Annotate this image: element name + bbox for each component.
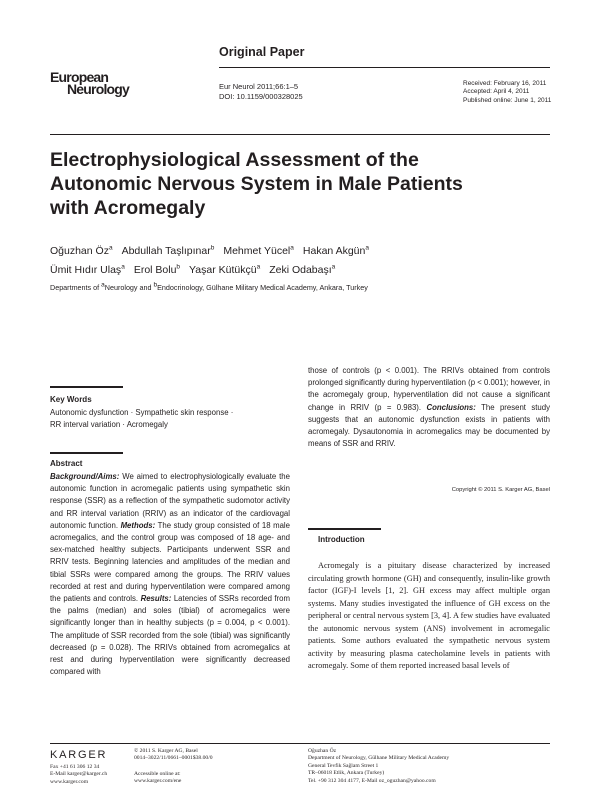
doi-line: DOI: 10.1159/000328025 bbox=[219, 91, 303, 101]
author-name bbox=[189, 264, 260, 276]
author-affiliation-sup: a bbox=[256, 263, 261, 271]
corr-contact[interactable]: Tel. +90 312 304 4177, E-Mail oz_oguzhan@yahoo.com bbox=[308, 777, 436, 784]
header-rule bbox=[219, 67, 550, 68]
author-name-text: Oğuzhan Öz bbox=[50, 245, 109, 257]
journal-logo-line-2: Neurology bbox=[67, 81, 130, 97]
background-label: Background/Aims: bbox=[50, 472, 120, 481]
author-affiliation-sup: a bbox=[331, 263, 336, 271]
paper-type-label: Original Paper bbox=[219, 45, 305, 59]
author-name bbox=[50, 245, 113, 257]
conclusions-label: Conclusions: bbox=[426, 402, 476, 412]
keywords-rule bbox=[50, 386, 123, 388]
journal-logo-line-1: European bbox=[50, 69, 109, 85]
corr-dept: Department of Neurology, Gülhane Military Medical Academy bbox=[308, 755, 450, 762]
journal-logo bbox=[50, 71, 140, 101]
author-name bbox=[303, 245, 369, 257]
abstract-rule bbox=[50, 452, 123, 454]
author-name bbox=[134, 264, 180, 276]
copyright-line: Copyright © 2011 S. Karger AG, Basel bbox=[451, 487, 550, 493]
keywords-line: Autonomic dysfunction · Sympathetic skin response · bbox=[50, 408, 234, 417]
author-name-text: Ümit Hıdır Ulaş bbox=[50, 264, 122, 276]
abstract-cont-text: those of controls (p < 0.001). The RRIVs obtained from controls prolonged significantly during hyperventilation (p < 0.001); however, in the acromegaly group, hyperventilation did not cause a significant change in RRIV (p = 0.983). bbox=[308, 366, 550, 412]
publisher-contact bbox=[50, 764, 107, 786]
citation-block bbox=[219, 82, 303, 101]
publisher-fax: Fax +41 61 306 12 34 bbox=[50, 764, 100, 770]
keywords-line: RR interval variation · Acromegaly bbox=[50, 420, 168, 429]
received-date: Received: February 16, 2011 bbox=[463, 80, 547, 87]
author-name-text: Zeki Odabaşı bbox=[269, 264, 332, 276]
publication-copyright: © 2011 S. Karger AG, Basel bbox=[134, 748, 198, 754]
publisher-logo: KARGER bbox=[50, 749, 108, 761]
correspondence-block bbox=[308, 748, 449, 785]
online-access-label: Accessible online at: bbox=[134, 771, 181, 777]
keywords-text bbox=[50, 407, 290, 431]
author-name bbox=[223, 245, 294, 257]
abstract-continuation bbox=[308, 365, 550, 450]
publisher-website[interactable]: www.karger.com bbox=[50, 778, 89, 785]
publication-info bbox=[134, 748, 213, 763]
author-name bbox=[122, 245, 215, 257]
methods-text: The study group consisted of 18 male acromegalics, and the control group was composed of 18 age- and sex-matched healthy subjects. Participants underwent SSR and RRIV tests. Beginning latencies and amplitudes of the median and tibial SSRs were compared among the groups. The RRIV values recorded at rest and during hyperventilation were compared among the patients and controls. bbox=[50, 520, 290, 604]
affiliation-dept-b: Endocrinology, Gülhane Military Medical Academy, Ankara, Turkey bbox=[157, 283, 368, 292]
author-name-text: Abdullah Taşlıpınar bbox=[121, 245, 211, 257]
title-rule bbox=[50, 134, 550, 135]
introduction-rule bbox=[308, 528, 381, 530]
author-name bbox=[269, 264, 335, 276]
affiliation-sup-b: b bbox=[153, 281, 158, 289]
footer-rule bbox=[50, 743, 550, 744]
publisher-email[interactable]: E-Mail karger@karger.ch bbox=[50, 771, 108, 778]
affiliation bbox=[50, 283, 368, 292]
abstract-text bbox=[50, 471, 290, 678]
affiliation-prefix: Departments of bbox=[50, 283, 102, 292]
affiliation-sup-a: a bbox=[101, 281, 105, 289]
author-name-text: Erol Bolu bbox=[133, 264, 177, 276]
introduction-text: Acromegaly is a pituitary disease characterized by increased circulating growth hormone (GH) and consequently, insulin-like growth factor (IGF)-I levels [1, 2]. GH excess may affect multiple organ systems. Many studies investigated the influence of GH excess on the peripheral or central nervous system [3, 4]. A few studies have evaluated the autonomic nervous system (ANS) involvement in acromegalic patients. Some authors evaluated the sympathetic nervous system activity by measuring plasma catecholamine levels in patients with acromegaly. Some of them reported increased basal levels of bbox=[308, 561, 550, 670]
keywords-heading: Key Words bbox=[50, 395, 92, 404]
conclusions-text: The present study suggests that an autonomic dysfunction exists in patients with acromegaly. Dysautonomia in acromegalics may be documented by means of SSR and RRIV. bbox=[308, 402, 550, 449]
author-affiliation-sup: a bbox=[290, 244, 294, 252]
accepted-date: Accepted: April 4, 2011 bbox=[463, 88, 530, 96]
abstract-heading: Abstract bbox=[50, 459, 83, 468]
online-access-link[interactable]: www.karger.com/ene bbox=[134, 778, 182, 785]
methods-label: Methods: bbox=[120, 520, 156, 530]
author-list bbox=[50, 242, 490, 280]
background-text: We aimed to electrophysiologically evaluate the autonomic function in acromegalic patients using sympathetic skin response (SSR) as a reflection of the sympathetic sudomotor activity and RR interval variation (RRIV) as an indicator of the cardiovagal autonomic function. bbox=[50, 472, 290, 530]
author-name-text: Hakan Akgün bbox=[302, 245, 366, 257]
author-name-text: Yaşar Kütükçü bbox=[189, 264, 257, 276]
results-label: Results: bbox=[140, 594, 172, 604]
author-affiliation-sup: b bbox=[176, 263, 181, 271]
author-affiliation-sup: a bbox=[108, 244, 113, 252]
author-affiliation-sup: a bbox=[365, 244, 369, 252]
corr-name: Oğuzhan Öz bbox=[308, 748, 337, 754]
introduction-heading: Introduction bbox=[318, 535, 365, 544]
dates-block bbox=[463, 80, 551, 105]
citation-line: Eur Neurol 2011;66:1–5 bbox=[219, 82, 299, 91]
author-affiliation-sup: b bbox=[210, 244, 215, 252]
author-affiliation-sup: a bbox=[121, 263, 125, 271]
online-access bbox=[134, 771, 181, 786]
publication-price-code: 0014–3022/11/0661–0001$38.00/0 bbox=[134, 755, 213, 762]
author-name bbox=[50, 264, 125, 276]
corr-street: General Tevfik Sağlam Street 1 bbox=[308, 762, 379, 769]
published-date: Published online: June 1, 2011 bbox=[463, 96, 552, 104]
affiliation-dept-a: Neurology and bbox=[104, 283, 154, 292]
corr-city: TR–06018 Etlik, Ankara (Turkey) bbox=[308, 770, 385, 777]
results-text: Latencies of SSRs recorded from the palms (median) and soles (tibial) of acromegalics were significantly longer than in healthy subjects (p = 0.004, p < 0.001). The amplitude of SSR recorded from the sole (tibial) was significantly decreased (p = 0.028). The RRIVs obtained from acromegalics at rest and during hyperventilation were significantly decreased compared with bbox=[50, 594, 290, 677]
article-title: Electrophysiological Assessment of the Autonomic Nervous System in Male Patients with Acromegaly bbox=[50, 149, 463, 219]
author-name-text: Mehmet Yücel bbox=[223, 245, 291, 257]
